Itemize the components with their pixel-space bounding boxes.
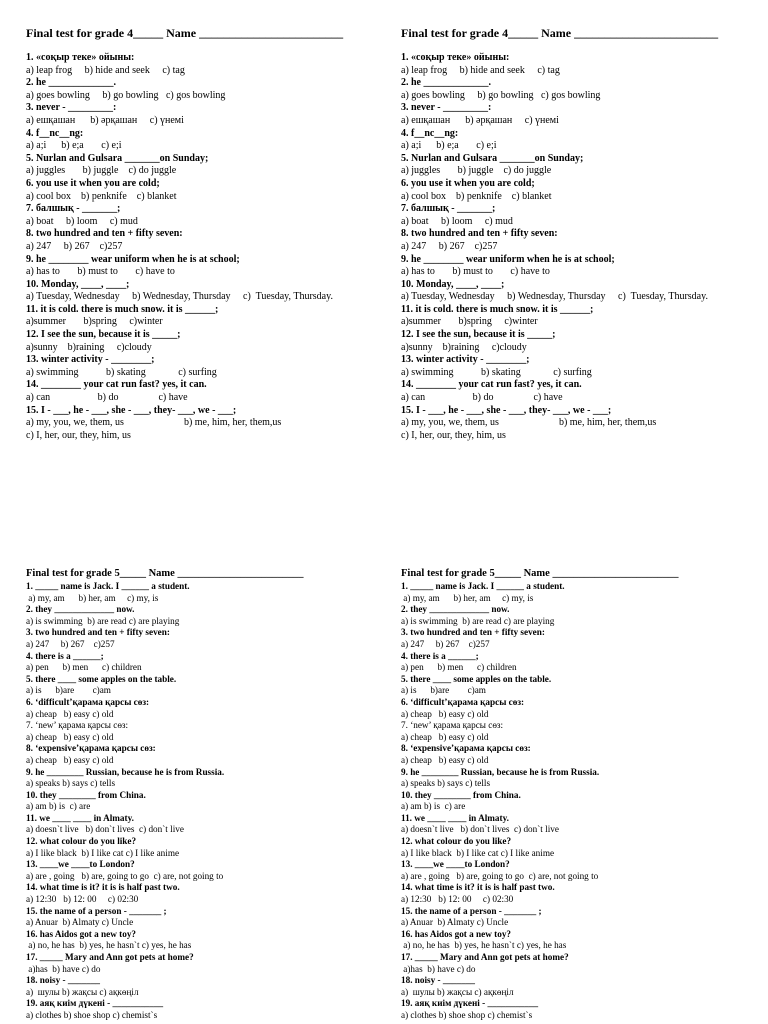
- answer-options: a) I like black b) I like cat c) I like anime: [26, 847, 180, 858]
- question: 1. _____ name is Jack. I ______ a student.: [26, 581, 190, 591]
- question: 2. he _____________.: [401, 77, 491, 89]
- question: 6. you use it when you are cold;: [26, 177, 160, 189]
- answer-options: a) goes bowling b) go bowling c) gos bowling: [26, 89, 226, 101]
- question: 4. there is a ______;: [26, 650, 104, 661]
- question: 7. балшық - _______;: [26, 203, 121, 215]
- answer-options: a) leap frog b) hide and seek c) tag: [401, 64, 560, 76]
- question: 7. ‘new’ қарама қарсы сөз:: [401, 720, 504, 731]
- answer-options: a) is swimming b) are read c) are playing: [401, 615, 555, 626]
- answer-options: a) cool box b) penknife c) blanket: [401, 190, 552, 202]
- question: 4. f__nc__ng:: [26, 127, 84, 139]
- question: 7. ‘new’ қарама қарсы сөз:: [26, 720, 129, 731]
- answer-options: a) 12:30 b) 12: 00 c) 02:30: [26, 894, 139, 905]
- answer-options: a) are , going b) are, going to go c) are, not going to: [401, 870, 599, 881]
- question: 14. ________ your cat run fast? yes, it can.: [401, 379, 582, 391]
- answer-options: a) boat b) loom c) mud: [26, 215, 138, 227]
- question: 12. I see the sun, because it is _____;: [26, 329, 181, 341]
- answer-options: a) am b) is c) are: [26, 801, 91, 812]
- question: 17. _____ Mary and Ann got pets at home?: [26, 952, 194, 962]
- answer-options: a) juggles b) juggle c) do juggle: [401, 165, 552, 177]
- answer-options: a) can b) do c) have: [26, 392, 188, 404]
- question: 1. «соқыр теке» ойыны:: [401, 52, 510, 63]
- answer-options: a) cheap b) easy c) old: [26, 731, 114, 742]
- grade4-title: Final test for grade 4_____ Name ________________________: [401, 26, 719, 40]
- question: 6. ‘difficult’қарама қарсы сөз:: [401, 696, 525, 707]
- grade5-test-left: [26, 568, 376, 1022]
- answer-options: a)has b) have c) do: [401, 963, 476, 974]
- answer-options: a) шулы b) жақсы c) ақкөңіл: [26, 986, 139, 997]
- answer-options: a) is b)are c)am: [401, 685, 486, 696]
- answer-options: a) is swimming b) are read c) are playing: [26, 615, 180, 626]
- answer-options: a) my, you, we, them, us b) me, him, her, them,us: [26, 417, 282, 429]
- grade4-test-right: [401, 26, 751, 442]
- question: 5. there ____ some apples on the table.: [401, 673, 552, 684]
- answer-options: a) Anuar b) Almaty c) Uncle: [26, 917, 134, 928]
- answer-options: a) my, am b) her, am c) my, is: [26, 592, 159, 603]
- question: 19. аяқ киім дүкені - ___________: [26, 998, 164, 1009]
- question: 13. ____we ____to London?: [26, 859, 135, 870]
- question: 13. ____we ____to London?: [401, 859, 510, 870]
- question: 13. winter activity - ________;: [26, 354, 155, 366]
- answer-options: a) pen b) men c) children: [26, 662, 142, 673]
- question: 6. ‘difficult’қарама қарсы сөз:: [26, 696, 150, 707]
- answer-options: a) a;i b) e;a c) e;i: [26, 140, 122, 152]
- question: 9. he ________ Russian, because he is from Russia.: [401, 766, 600, 777]
- question: 9. he ________ Russian, because he is from Russia.: [26, 766, 225, 777]
- answer-options: a) has to b) must to c) have to: [26, 266, 175, 278]
- question: 10. they ________ from China.: [26, 789, 146, 800]
- question: 11. it is cold. there is much snow. it is ______;: [26, 303, 219, 315]
- answer-options: a) no, he has b) yes, he hasn`t c) yes, he has: [26, 940, 192, 951]
- answer-options: a) doesn`t live b) don`t lives c) don`t live: [401, 824, 559, 835]
- question: 3. never - _________:: [401, 102, 492, 114]
- question: 4. there is a ______;: [401, 650, 479, 661]
- question: 12. what colour do you like?: [401, 836, 512, 847]
- answer-options: a) leap frog b) hide and seek c) tag: [26, 64, 185, 76]
- answer-options: a)summer b)spring c)winter: [401, 316, 538, 328]
- answer-options: a) cheap b) easy c) old: [401, 731, 489, 742]
- grade4-test-left: [26, 26, 376, 442]
- question: 8. two hundred and ten + fifty seven:: [26, 228, 183, 240]
- question: 10. Monday, ____, ____;: [26, 278, 130, 290]
- answer-options: a) ешқашан b) әрқашан c) үнемі: [401, 114, 559, 126]
- answer-options: a) speaks b) says c) tells: [401, 778, 491, 789]
- answer-options: a) cheap b) easy c) old: [401, 708, 489, 719]
- answer-options: a) cheap b) easy c) old: [26, 754, 114, 765]
- answer-options: a) swimming b) skating c) surfing: [401, 366, 592, 378]
- answer-options: a) 247 b) 267 c)257: [26, 240, 123, 252]
- question: 16. has Aidos got a new toy?: [26, 928, 137, 939]
- question: 10. they ________ from China.: [401, 789, 521, 800]
- answer-options: c) I, her, our, they, him, us: [26, 429, 131, 441]
- question: 3. two hundred and ten + fifty seven:: [26, 627, 170, 638]
- answer-options: a) my, am b) her, am c) my, is: [401, 592, 534, 603]
- question: 9. he ________ wear uniform when he is at school;: [401, 253, 615, 265]
- answer-options: a)sunny b)raining c)cloudy: [401, 341, 527, 353]
- answer-options: a) a;i b) e;a c) e;i: [401, 140, 497, 152]
- answer-options: a) are , going b) are, going to go c) are, not going to: [26, 870, 224, 881]
- question: 2. he _____________.: [26, 77, 116, 89]
- question: 6. you use it when you are cold;: [401, 177, 535, 189]
- question: 3. two hundred and ten + fifty seven:: [401, 627, 545, 638]
- question: 12. what colour do you like?: [26, 836, 137, 847]
- question: 14. what time is it? it is is half past two.: [401, 882, 555, 893]
- answer-options: a) doesn`t live b) don`t lives c) don`t live: [26, 824, 184, 835]
- grade5-title: Final test for grade 5_____ Name ________________________: [401, 568, 679, 579]
- answer-options: a)sunny b)raining c)cloudy: [26, 341, 152, 353]
- question: 16. has Aidos got a new toy?: [401, 928, 512, 939]
- question: 14. what time is it? it is is half past two.: [26, 882, 180, 893]
- question: 5. there ____ some apples on the table.: [26, 673, 177, 684]
- question: 15. I - ___, he - ___, she - ___, they- ___, we - ___;: [401, 404, 612, 416]
- answer-options: a) 247 b) 267 c)257: [401, 638, 490, 649]
- answer-options: a) 12:30 b) 12: 00 c) 02:30: [401, 894, 514, 905]
- question: 12. I see the sun, because it is _____;: [401, 329, 556, 341]
- answer-options: a) my, you, we, them, us b) me, him, her, them,us: [401, 417, 657, 429]
- question: 15. I - ___, he - ___, she - ___, they- ___, we - ___;: [26, 404, 237, 416]
- question: 8. two hundred and ten + fifty seven:: [401, 228, 558, 240]
- question: 18. noisy - _______: [26, 975, 101, 986]
- answer-options: a) 247 b) 267 c)257: [401, 240, 498, 252]
- answer-options: a) clothes b) shoe shop c) chemist`s: [26, 1009, 158, 1020]
- question: 2. they _____________ now.: [26, 604, 135, 615]
- answer-options: a)has b) have c) do: [26, 963, 101, 974]
- question: 5. Nurlan and Gulsara _______on Sunday;: [401, 152, 584, 164]
- question: 18. noisy - _______: [401, 975, 476, 986]
- answer-options: a) ешқашан b) әрқашан c) үнемі: [26, 114, 184, 126]
- question: 8. ‘expensive’қарама қарсы сөз:: [401, 743, 531, 754]
- answer-options: a) can b) do c) have: [401, 392, 563, 404]
- question: 14. ________ your cat run fast? yes, it can.: [26, 379, 207, 391]
- question: 2. they _____________ now.: [401, 604, 510, 615]
- answer-options: a) am b) is c) are: [401, 801, 466, 812]
- question: 7. балшық - _______;: [401, 203, 496, 215]
- question: 1. _____ name is Jack. I ______ a student.: [401, 581, 565, 591]
- answer-options: a) Tuesday, Wednesday b) Wednesday, Thursday c) Tuesday, Thursday.: [401, 291, 708, 303]
- answer-options: a) boat b) loom c) mud: [401, 215, 513, 227]
- question: 5. Nurlan and Gulsara _______on Sunday;: [26, 152, 209, 164]
- question: 13. winter activity - ________;: [401, 354, 530, 366]
- answer-options: a) pen b) men c) children: [401, 662, 517, 673]
- answer-options: a) Tuesday, Wednesday b) Wednesday, Thursday c) Tuesday, Thursday.: [26, 291, 333, 303]
- question: 3. never - _________:: [26, 102, 117, 114]
- answer-options: a) Anuar b) Almaty c) Uncle: [401, 917, 509, 928]
- question: 15. the name of a person - _______ ;: [26, 905, 167, 916]
- question: 1. «соқыр теке» ойыны:: [26, 52, 135, 63]
- grade4-title: Final test for grade 4_____ Name ________________________: [26, 26, 344, 40]
- answer-options: a)summer b)spring c)winter: [26, 316, 163, 328]
- question: 11. we ____ ____ in Almaty.: [26, 812, 134, 823]
- question: 11. we ____ ____ in Almaty.: [401, 812, 509, 823]
- answer-options: a) no, he has b) yes, he hasn`t c) yes, he has: [401, 940, 567, 951]
- answer-options: a) 247 b) 267 c)257: [26, 638, 115, 649]
- question: 10. Monday, ____, ____;: [401, 278, 505, 290]
- answer-options: a) swimming b) skating c) surfing: [26, 366, 217, 378]
- answer-options: a) has to b) must to c) have to: [401, 266, 550, 278]
- answer-options: a) cheap b) easy c) old: [26, 708, 114, 719]
- answer-options: a) I like black b) I like cat c) I like anime: [401, 847, 555, 858]
- question: 19. аяқ киім дүкені - ___________: [401, 998, 539, 1009]
- answer-options: c) I, her, our, they, him, us: [401, 429, 506, 441]
- answer-options: a) clothes b) shoe shop c) chemist`s: [401, 1009, 533, 1020]
- answer-options: a) cool box b) penknife c) blanket: [26, 190, 177, 202]
- question: 11. it is cold. there is much snow. it is ______;: [401, 303, 594, 315]
- grade5-title: Final test for grade 5_____ Name ________________________: [26, 568, 304, 579]
- question: 9. he ________ wear uniform when he is at school;: [26, 253, 240, 265]
- answer-options: a) is b)are c)am: [26, 685, 111, 696]
- answer-options: a) cheap b) easy c) old: [401, 754, 489, 765]
- answer-options: a) goes bowling b) go bowling c) gos bowling: [401, 89, 601, 101]
- question: 8. ‘expensive’қарама қарсы сөз:: [26, 743, 156, 754]
- grade5-test-right: [401, 568, 751, 1022]
- question: 4. f__nc__ng:: [401, 127, 459, 139]
- question: 15. the name of a person - _______ ;: [401, 905, 542, 916]
- answer-options: a) шулы b) жақсы c) ақкөңіл: [401, 986, 514, 997]
- answer-options: a) speaks b) says c) tells: [26, 778, 116, 789]
- answer-options: a) juggles b) juggle c) do juggle: [26, 165, 177, 177]
- question: 17. _____ Mary and Ann got pets at home?: [401, 952, 569, 962]
